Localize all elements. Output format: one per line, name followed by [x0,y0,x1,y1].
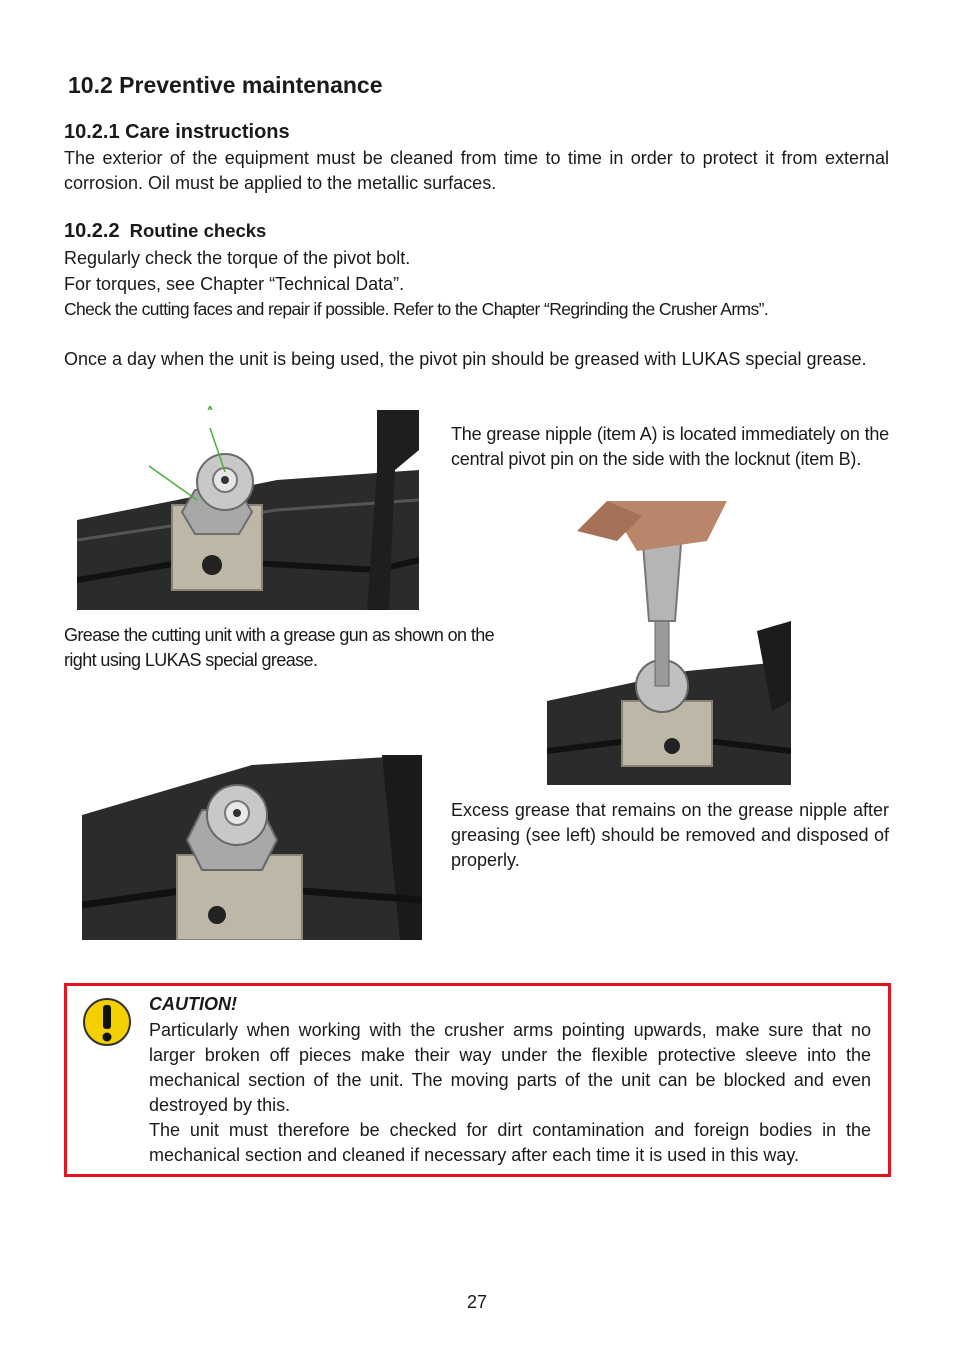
figure1-caption: The grease nipple (item A) is located immediately on the central pivot pin on the side with the locknut (item B). [451,424,889,469]
routine-heading-number: 10.2.2 [64,220,120,242]
photo-grease-gun [547,501,791,785]
routine-line-1: Regularly check the torque of the pivot bolt. [64,248,411,268]
photo-excess-grease [82,755,422,940]
caution-title: CAUTION! [149,994,237,1014]
routine-daily-text: Once a day when the unit is being used, the pivot pin should be greased with LUKAS special grease. [64,349,867,369]
caution-paragraph-1: Particularly when working with the crusher arms pointing upwards, make sure that no larger broken off pieces make their way under the flexible protective sleeve into the mechanical section of the unit. The moving parts of the unit can be blocked and even destroyed by this. [149,1020,871,1115]
routine-heading [64,220,266,243]
caution-paragraph-2: The unit must therefore be checked for dirt contamination and foreign bodies in the mechanical section and cleaned if necessary after each time it is used in this way. [149,1120,871,1165]
care-heading: 10.2.1 Care instructions [64,121,290,143]
routine-line-3: Check the cutting faces and repair if possible. Refer to the Chapter “Regrinding the Crusher Arms”. [64,299,769,319]
routine-line-2: For torques, see Chapter “Technical Data”. [64,274,405,294]
warning-icon [82,996,132,1048]
caution-box [64,983,891,1177]
excess-text: Excess grease that remains on the grease nipple after greasing (see left) should be removed and disposed of properly. [451,800,889,870]
leader-lines [77,400,277,530]
routine-heading-title: Routine checks [129,220,267,241]
care-text: The exterior of the equipment must be cleaned from time to time in order to protect it from external corrosion. Oil must be applied to the metallic surfaces. [64,148,889,193]
section-title: 10.2 Preventive maintenance [68,72,383,98]
grease-text: Grease the cutting unit with a grease gun as shown on the right using LUKAS special grease. [64,625,495,670]
page-number: 27 [466,1292,488,1312]
